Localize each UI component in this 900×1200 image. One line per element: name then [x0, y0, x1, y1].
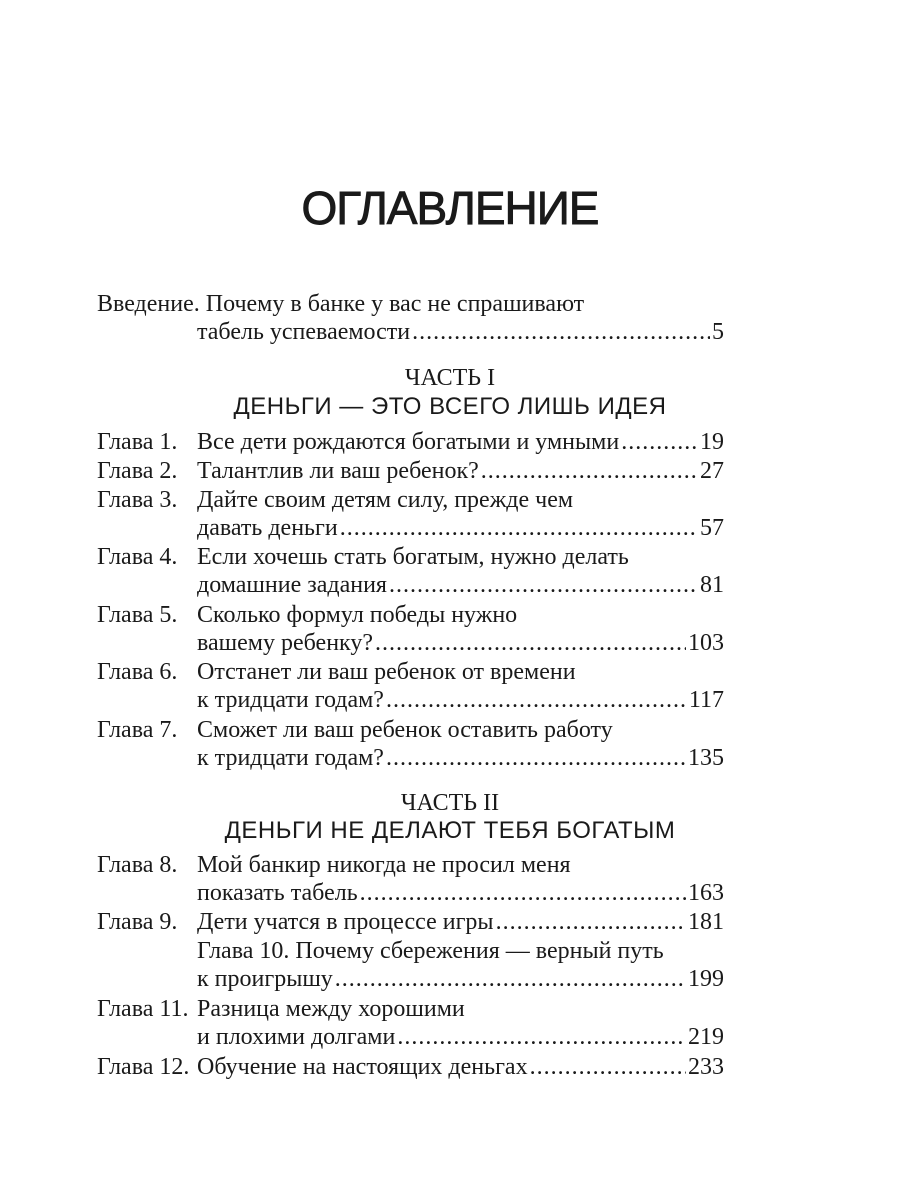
intro-line-2: табель успеваемости [197, 319, 411, 345]
chapter-label: Глава 6. [97, 659, 178, 685]
chapter-title: Дайте своим детям силу, прежде чем [197, 487, 574, 513]
chapter-title-cont: к тридцати годам? [197, 745, 384, 771]
page-number: 219 [688, 1024, 724, 1050]
page-title: ОГЛАВЛЕНИЕ [301, 182, 599, 234]
page-number: 57 [700, 515, 724, 541]
dot-leader [389, 570, 698, 600]
chapter-entry [197, 570, 724, 600]
chapter-entry [197, 628, 724, 658]
chapter-entry [197, 427, 724, 457]
page-number: 199 [688, 966, 724, 992]
chapter-label: Глава 2. [97, 458, 178, 484]
chapter-entry [197, 456, 724, 486]
chapter-entry [197, 685, 724, 715]
chapter-entry [197, 1052, 724, 1082]
chapter-label: Глава 8. [97, 852, 178, 878]
dot-leader [496, 907, 686, 937]
page-number: 19 [700, 429, 724, 455]
chapter-title-cont: к тридцати годам? [197, 687, 384, 713]
chapter-title: Разница между хорошими [197, 996, 465, 1022]
page-number: 103 [688, 630, 724, 656]
chapter-entry [197, 743, 724, 773]
chapter-title: Если хочешь стать богатым, нужно делать [197, 544, 629, 570]
intro-entry [197, 317, 724, 347]
chapter-entry [197, 964, 724, 994]
dot-leader [335, 964, 686, 994]
chapter-label: Глава 5. [97, 602, 178, 628]
page-number: 5 [712, 319, 724, 345]
chapter-title: Сможет ли ваш ребенок оставить работу [197, 717, 613, 743]
part-heading: ДЕНЬГИ — ЭТО ВСЕГО ЛИШЬ ИДЕЯ [233, 393, 667, 420]
dot-leader [386, 685, 687, 715]
chapter-label: Глава 7. [97, 717, 178, 743]
chapter-entry [197, 878, 724, 908]
dot-leader [621, 427, 698, 457]
dot-leader [375, 628, 686, 658]
chapter-label: Глава 3. [97, 487, 178, 513]
chapter-label: Глава 9. [97, 909, 178, 935]
chapter-label: Глава 1. [97, 429, 178, 455]
chapter-title: Дети учатся в процессе игры [197, 909, 494, 935]
chapter-title-cont: давать деньги [197, 515, 338, 541]
chapter-entry [197, 1022, 724, 1052]
dot-leader [386, 743, 686, 773]
page-number: 181 [688, 909, 724, 935]
part-label: ЧАСТЬ I [404, 365, 496, 391]
dot-leader [412, 317, 710, 347]
chapter-label: Глава 4. [97, 544, 178, 570]
page-number: 117 [688, 687, 724, 713]
chapter-title-cont: и плохими долгами [197, 1024, 396, 1050]
dot-leader [360, 878, 686, 908]
dot-leader [481, 456, 698, 486]
chapter-title: Обучение на настоящих деньгах [197, 1054, 528, 1080]
chapter-title-cont: показать табель [197, 880, 358, 906]
chapter-title-cont: к проигрышу [197, 966, 333, 992]
chapter-label: Глава 12. [97, 1054, 190, 1080]
chapter-title: Все дети рождаются богатыми и умными [197, 429, 620, 455]
chapter-title: Глава 10. Почему сбережения — верный путь [197, 938, 664, 964]
part-heading: ДЕНЬГИ НЕ ДЕЛАЮТ ТЕБЯ БОГАТЫМ [224, 817, 676, 844]
dot-leader [340, 513, 698, 543]
chapter-entry [197, 513, 724, 543]
chapter-title: Талантлив ли ваш ребенок? [197, 458, 479, 484]
page-number: 233 [688, 1054, 724, 1080]
part-label: ЧАСТЬ II [400, 790, 500, 816]
dot-leader [397, 1022, 686, 1052]
chapter-title: Мой банкир никогда не просил меня [197, 852, 571, 878]
chapter-entry [197, 907, 724, 937]
page-number: 163 [688, 880, 724, 906]
chapter-title: Отстанет ли ваш ребенок от времени [197, 659, 576, 685]
page-number: 27 [700, 458, 724, 484]
dot-leader [530, 1052, 686, 1082]
page-number: 135 [688, 745, 724, 771]
intro-line-1: Введение. Почему в банке у вас не спрашивают [97, 291, 585, 317]
chapter-label: Глава 11. [97, 996, 189, 1022]
page-number: 81 [700, 572, 724, 598]
chapter-title-cont: домашние задания [197, 572, 387, 598]
chapter-title-cont: вашему ребенку? [197, 630, 374, 656]
chapter-title: Сколько формул победы нужно [197, 602, 518, 628]
